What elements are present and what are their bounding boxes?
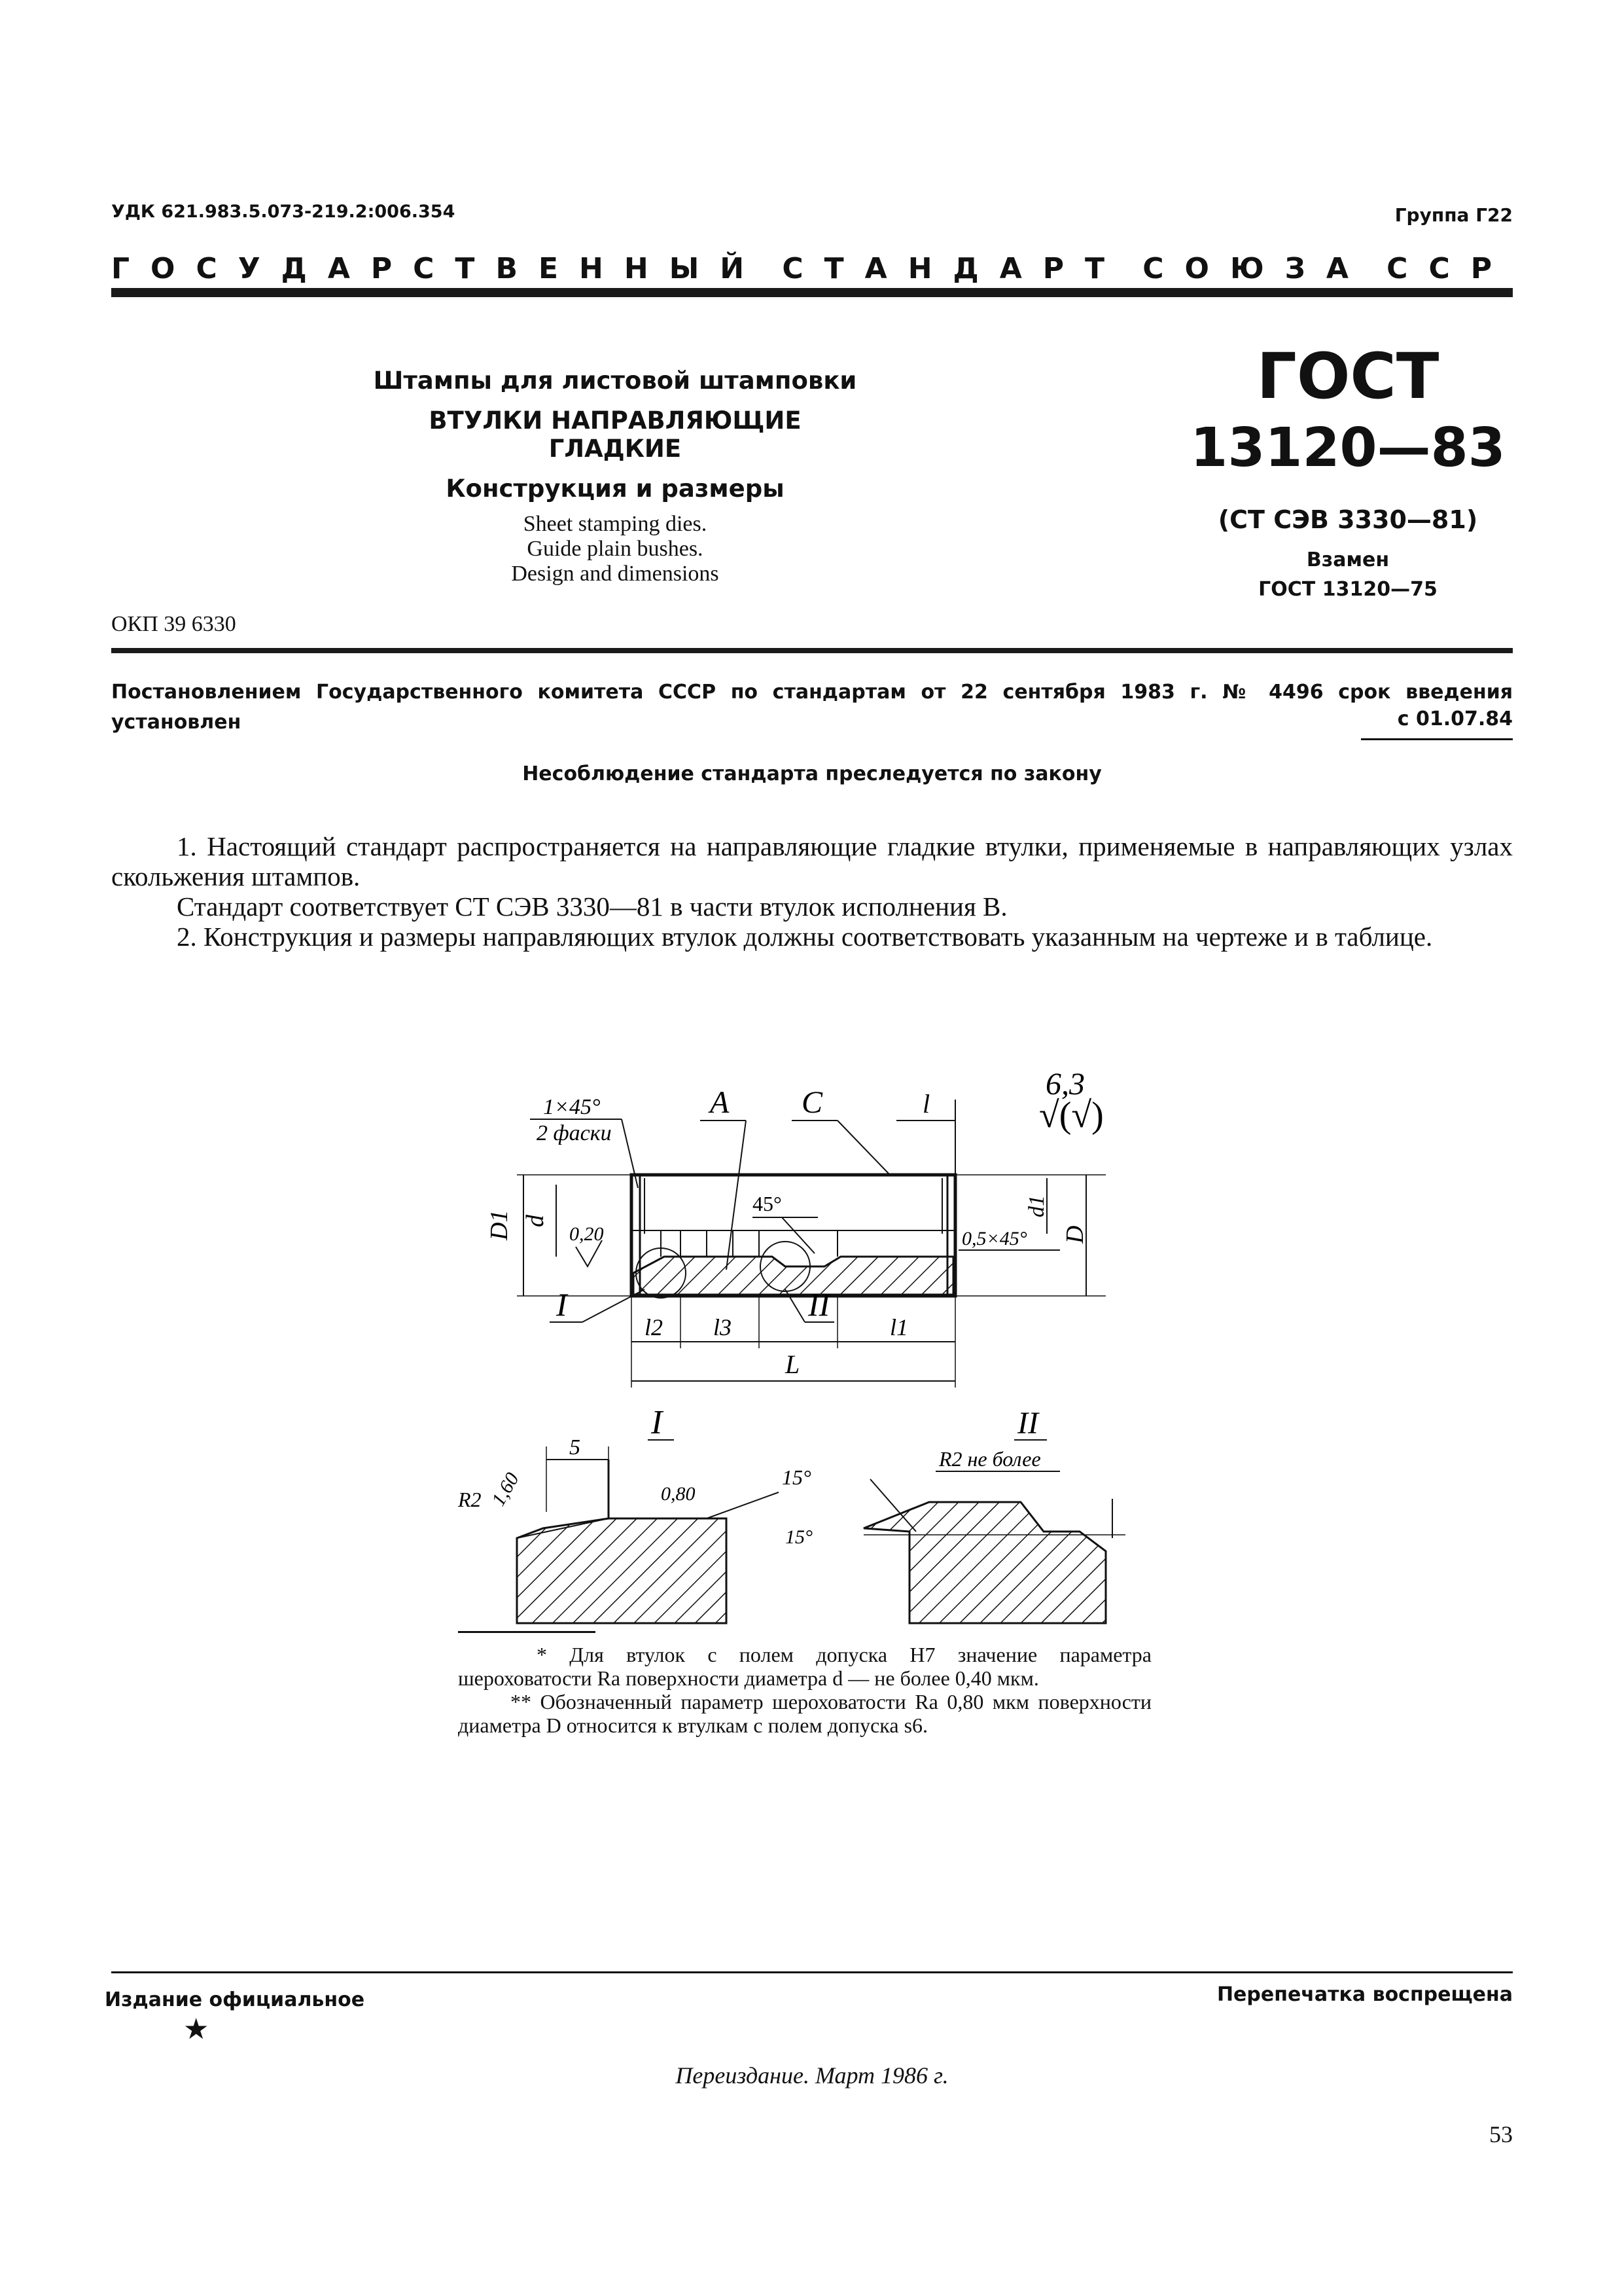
title-en-2: Guide plain bushes. [527, 537, 703, 561]
law-notice: Несоблюдение стандарта преследуется по закону [522, 762, 1102, 785]
chamfer-note-2: 2 фаски [537, 1121, 612, 1145]
detail-I-section [517, 1518, 726, 1623]
footnote-rule [458, 1631, 595, 1633]
detail-r2-max: R2 не более [939, 1447, 1041, 1471]
footnote-2: ** Обозначенный параметр шероховатости Ra 0,80 мкм поверхности диаметра D относится к втулкам с полем допуска s6. [458, 1690, 1152, 1737]
footnote-1: * Для втулок с полем допуска Н7 значение параметра шероховатости Ra поверхности диаметра d — не более 0,40 мкм. [458, 1643, 1152, 1690]
body-paragraph-3: 2. Конструкция и размеры направляющих втулок должны соответствовать указанным на чертеже и в таблице. [177, 922, 1433, 952]
replaced-gost: ГОСТ 13120—75 [1258, 578, 1438, 601]
angle-45: 45° [752, 1192, 782, 1215]
dim-d1: d1 [1025, 1195, 1049, 1217]
dim-l: l [923, 1089, 930, 1119]
replace-label: Взамен [1306, 548, 1390, 571]
decree-body: Постановлением Государственного комитета СССР по стандартам от 22 сентября 1983 г. № 4496 срок введения установлен [111, 681, 1513, 734]
hatched-section [633, 1257, 953, 1295]
detail-I-title: I [651, 1404, 663, 1441]
dim-l1: l1 [890, 1314, 909, 1340]
dim-l2: l2 [644, 1314, 663, 1340]
decree-date: с 01.07.84 [1397, 708, 1513, 730]
gost-number: 13120—83 [1190, 417, 1506, 479]
detail-r2: R2 [458, 1488, 482, 1511]
detail-15-b: 15° [785, 1526, 813, 1548]
reprint-ban-label: Перепечатка воспрещена [1216, 1983, 1513, 2006]
detail-5: 5 [569, 1435, 580, 1460]
dim-L: L [785, 1350, 800, 1379]
footnotes [458, 1643, 1152, 1737]
title-block [366, 367, 864, 586]
dim-D1: D1 [485, 1210, 513, 1240]
okp-code: ОКП 39 6330 [111, 612, 236, 636]
roughness-value: 6,3 [1046, 1067, 1085, 1102]
dim-D: D [1061, 1225, 1089, 1244]
udk-code: УДК 621.983.5.073-219.2:006.354 [111, 202, 455, 222]
detail-160: 1,60 [487, 1469, 523, 1510]
decree-underline [1361, 738, 1513, 740]
state-standard-banner [111, 249, 1513, 288]
title-line-1: Штампы для листовой штамповки [373, 367, 857, 395]
detail-II-section [864, 1502, 1106, 1623]
title-en-3: Design and dimensions [511, 562, 719, 586]
title-en-1: Sheet stamping dies. [523, 512, 707, 536]
section-rule [111, 648, 1513, 653]
body-text [111, 831, 1513, 952]
footer-rule [111, 1971, 1513, 1973]
st-sev-reference: (СТ СЭВ 3330—81) [1218, 505, 1478, 534]
banner-word-1: ГОСУДАРСТВЕННЫЙ [111, 251, 766, 285]
banner-word-3: СОЮЗА [1142, 251, 1369, 285]
roughness-020: 0,20 [569, 1223, 604, 1245]
banner-word-2: СТАНДАРТ [782, 251, 1126, 285]
bushing-drawing [0, 1014, 1624, 1643]
dim-l3: l3 [713, 1314, 732, 1340]
label-a: A [710, 1085, 730, 1120]
chamfer-note-1: 1×45° [543, 1095, 601, 1119]
title-line-2: ВТУЛКИ НАПРАВЛЯЮЩИЕ ГЛАДКИЕ [429, 406, 802, 463]
page-number: 53 [1489, 2121, 1513, 2147]
body-paragraph-2: Стандарт соответствует СТ СЭВ 3330—81 в части втулок исполнения В. [177, 891, 1008, 922]
banner-word-4: ССР [1386, 251, 1513, 285]
view-I-label: I [556, 1286, 567, 1323]
chamfer-05: 0,5×45° [962, 1228, 1027, 1249]
edition-label: Издание официальное [105, 1988, 365, 2011]
reissue-note: Переиздание. Март 1986 г. [675, 2062, 949, 2089]
star-icon: ★ [183, 2013, 209, 2045]
gost-label: ГОСТ [1256, 340, 1439, 413]
view-II-label: II [808, 1286, 830, 1323]
body-paragraph-1: 1. Настоящий стандарт распространяется на направляющие гладкие втулки, применяемые в направляющих узлах скольжения штампов. [111, 831, 1513, 891]
detail-080: 0,80 [661, 1483, 696, 1505]
title-line-3: Конструкция и размеры [446, 475, 785, 503]
detail-II-title: II [1017, 1406, 1038, 1441]
header-rule [111, 288, 1513, 297]
gost-block [1165, 340, 1531, 601]
roughness-symbol: √(√) [1039, 1095, 1104, 1136]
label-c: C [802, 1085, 823, 1120]
detail-15-a: 15° [782, 1465, 811, 1489]
group-code: Группа Г22 [1394, 204, 1513, 226]
dim-d: d [521, 1215, 549, 1227]
decree-text [111, 677, 1513, 738]
